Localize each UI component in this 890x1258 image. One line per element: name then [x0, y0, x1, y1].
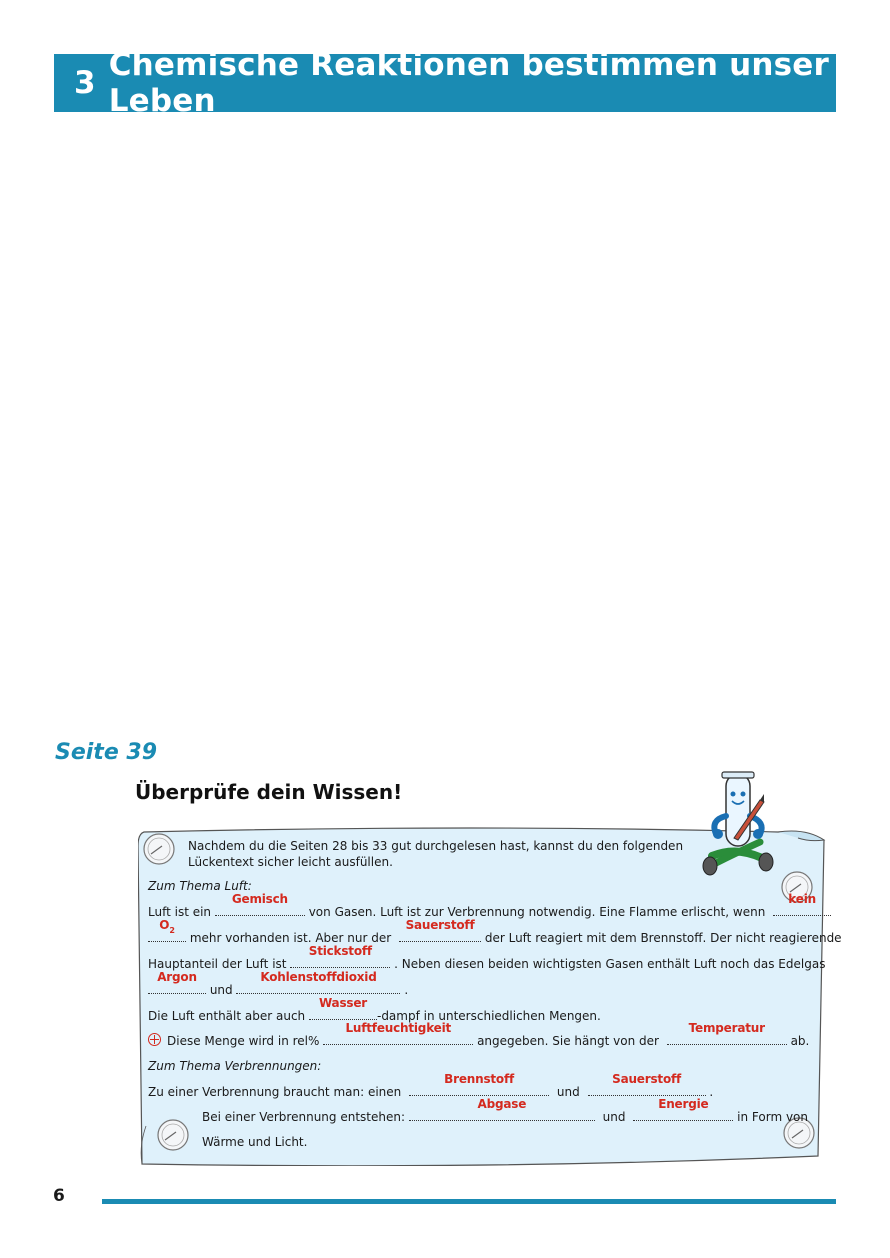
blank-sauerstoff-2[interactable] [588, 1072, 706, 1096]
blank-kein[interactable] [773, 892, 831, 916]
answer-temperatur: Temperatur [688, 1021, 765, 1035]
footer-rule [102, 1199, 836, 1204]
blank-brennstoff[interactable] [409, 1072, 549, 1096]
chapter-title: Chemische Reaktionen bestimmen unser Leben [108, 47, 830, 119]
answer-stickstoff: Stickstoff [308, 944, 372, 958]
blank-energie[interactable] [633, 1097, 733, 1121]
blank-argon[interactable] [148, 970, 206, 994]
answer-luftfeuchtigkeit: Luftfeuchtigkeit [345, 1021, 452, 1035]
text-line-9: Wärme und Licht. [202, 1135, 308, 1149]
answer-kein: kein [788, 892, 816, 906]
text-line-3: Hauptanteil der Luft ist Stickstoff . Neben diesen beiden wichtigsten Gasen enthält Luft noch das Edelgas [148, 944, 826, 971]
page-number: 6 [53, 1186, 65, 1206]
blank-wasser[interactable] [309, 996, 377, 1020]
blank-luftfeuchtigkeit[interactable] [323, 1021, 473, 1045]
page-reference: Seite 39 [55, 740, 158, 765]
answer-sauerstoff-1: Sauerstoff [405, 918, 475, 932]
text-line-1: Luft ist ein Gemisch von Gasen. Luft ist zur Verbrennung notwendig. Eine Flamme erlischt, wenn kein [148, 904, 831, 920]
chapter-number: 3 [74, 65, 96, 101]
answer-o2: $O_2$ [159, 918, 175, 935]
intro-line-1: Nachdem du die Seiten 28 bis 33 gut durchgelesen hast, kannst du den folgenden [188, 839, 684, 853]
answer-gemisch: Gemisch [231, 892, 288, 906]
text-line-7: Zu einer Verbrennung braucht man: einen Brennstoff und Sauerstoff . [148, 1072, 714, 1099]
text-line-4: Argon und Kohlenstoffdioxid . [148, 982, 408, 998]
text-line-2: $O_2$ mehr vorhanden ist. Aber nur der Sauerstoff der Luft reagiert mit dem Brennstoff. Der nicht reagierende [148, 930, 842, 946]
section-heading: Überprüfe dein Wissen! [135, 780, 403, 804]
chapter-header [54, 47, 836, 119]
text-line-6: Diese Menge wird in rel% Luftfeuchtigkeit angegeben. Sie hängt von der Temperatur ab. [148, 1033, 809, 1049]
answer-sauerstoff-2: Sauerstoff [612, 1072, 682, 1086]
topic-air: Zum Thema Luft: [148, 879, 252, 893]
test-tube-mascot-icon [696, 768, 782, 880]
answer-brennstoff: Brennstoff [444, 1072, 515, 1086]
pushpin-icon [156, 1118, 190, 1152]
pushpin-icon [142, 832, 176, 866]
text-line-8: Bei einer Verbrennung entstehen: Abgase und Energie in Form von [202, 1097, 809, 1124]
blank-abgase[interactable] [409, 1097, 595, 1121]
blank-stickstoff[interactable] [290, 944, 390, 968]
blank-gemisch[interactable] [215, 892, 305, 916]
text-line-5: Die Luft enthält aber auch Wasser -dampf in unterschiedlichen Mengen. [148, 996, 601, 1023]
blank-sauerstoff-1[interactable] [399, 918, 481, 942]
answer-argon: Argon [157, 970, 197, 984]
answer-wasser: Wasser [318, 996, 368, 1010]
topic-combustion: Zum Thema Verbrennungen: [148, 1059, 322, 1073]
blank-o2[interactable] [148, 918, 186, 942]
intro-line-2: Lückentext sicher leicht ausfüllen. [188, 855, 393, 869]
answer-abgase: Abgase [477, 1097, 527, 1111]
blank-temperatur[interactable] [667, 1021, 787, 1045]
answer-energie: Energie [658, 1097, 709, 1111]
plus-circle-icon [148, 1033, 161, 1046]
answer-kohlenstoffdioxid: Kohlenstoffdioxid [260, 970, 377, 984]
